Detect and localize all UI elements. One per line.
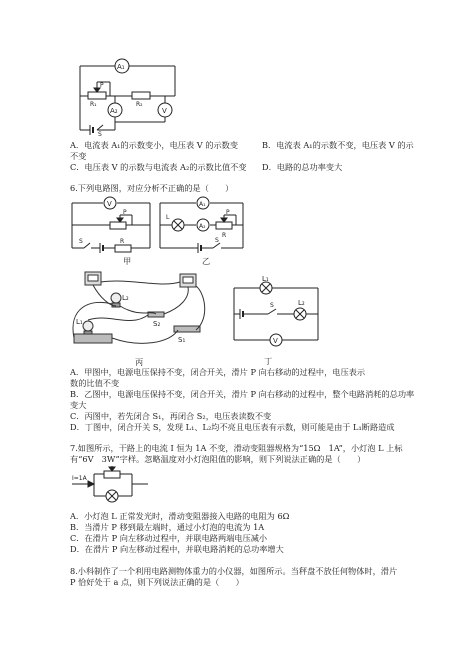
q6-ding-lamp-l1: L₁ <box>262 276 269 283</box>
q5-option-c[interactable]: C．电压表 V 的示数与电流表 A₂的示数比值不变 <box>70 162 247 172</box>
q5-slider-p: P <box>100 82 104 89</box>
q6-yi-resistor: R <box>222 232 227 239</box>
q6-bing-lamp-l1: L₁ <box>76 318 83 326</box>
q6-yi-lamp: L <box>166 214 170 221</box>
q6-option-b-line1[interactable]: B．乙图中，电源电压保持不变，闭合开关，滑片 P 向右移动的过程中，整个电路消耗的总功率 <box>70 389 415 399</box>
q6-ding-lamp-l2: L₂ <box>298 299 305 307</box>
q5-resistor-r2: R₂ <box>136 101 143 108</box>
q7-option-c[interactable]: C．在滑片 P 向左移动过程中，并联电路两端电压减小 <box>70 533 268 543</box>
q8-stem-line2: P 恰好处于 a 点，则下列说法正确的是（ ） <box>70 577 244 587</box>
q8-stem-line1: 8.小科制作了一个利用电路测物体重力的小仪器，如图所示。当秤盘不放任何物体时，滑片 <box>70 566 398 576</box>
q7-option-b[interactable]: B．当滑片 P 移到最左端时，通过小灯泡的电流为 1A <box>70 522 265 532</box>
q6-ding-switch: S <box>270 302 274 309</box>
q6-option-c[interactable]: C．丙图中，若先闭合 S₁，再闭合 S₂，电压表读数不变 <box>70 411 272 421</box>
q6-bing-switch-s2: S₂ <box>153 320 161 328</box>
q6-yi-switch: S <box>215 237 219 244</box>
q6-option-a-line1[interactable]: A．甲图中，电源电压保持不变，闭合开关，滑片 P 向右移动的过程中，电压表示 <box>70 367 366 377</box>
q6-circuit-jia <box>70 193 155 255</box>
q6-bing-lamp-l2: L₂ <box>122 294 129 302</box>
q5-option-d[interactable]: D．电路的总功率变大 <box>262 162 343 172</box>
q5-ammeter-a1: A₁ <box>117 63 125 71</box>
q7-option-d[interactable]: D．在滑片 P 向左移动过程中，并联电路消耗的总功率增大 <box>70 544 284 554</box>
q5-voltmeter-v: V <box>162 107 167 115</box>
q6-yi-slider: P <box>226 209 230 216</box>
q6-ding-voltmeter: V <box>273 337 278 345</box>
q6-jia-switch: S <box>79 238 83 245</box>
q5-option-a-line2: 不变 <box>70 151 87 161</box>
q5-option-a-line1[interactable]: A．电流表 A₁的示数变小，电压表 V 的示数变 <box>70 140 239 150</box>
q7-circuit-diagram <box>70 466 150 506</box>
q5-option-b-line1[interactable]: B．电流表 A₁的示数不变，电压表 V 的示 <box>262 140 414 150</box>
q6-jia-resistor: R <box>120 238 125 245</box>
q6-stem: 6.下列电路图，对应分析不正确的是（ ） <box>70 183 234 193</box>
q7-stem-line1: 7.如图所示，干路上的电流 I 恒为 1A 不变，滑动变阻器规格为“15Ω 1A”，小灯泡 L 上标 <box>70 443 403 453</box>
q5-switch-s: S <box>98 131 102 136</box>
q6-jia-voltmeter: V <box>107 200 112 208</box>
q5-resistor-r1: R₁ <box>90 101 97 108</box>
q6-label-bing: 丙 <box>135 357 144 367</box>
q7-current-label: I=1A <box>72 475 87 482</box>
q6-label-jia: 甲 <box>123 256 132 266</box>
q7-stem-line2: 有“6V 3W”字样。忽略温度对小灯泡阻值的影响，则下列说法正确的是（ ） <box>70 454 366 464</box>
q6-label-yi: 乙 <box>202 256 211 266</box>
q7-option-a[interactable]: A．小灯泡 L 正常发光时，滑动变阻器接入电路的电阻为 6Ω <box>70 511 290 521</box>
q6-circuit-yi <box>158 193 248 255</box>
q5-circuit-diagram <box>70 52 200 136</box>
q6-circuit-ding <box>230 276 325 354</box>
q6-label-ding: 丁 <box>264 356 273 366</box>
q6-yi-ammeter-a2: A₂ <box>199 223 206 230</box>
q6-option-b-line2: 变大 <box>70 400 87 410</box>
q6-option-a-line2: 数的比值不变 <box>70 378 120 388</box>
q6-option-d[interactable]: D．丁图中，闭合开关 S，发现 L₁、L₂均不亮且电压表有示数，则可能是由于 L₁断路造成 <box>70 422 395 432</box>
q6-bing-switch-s1: S₁ <box>178 336 186 344</box>
q6-apparatus-bing <box>70 268 215 356</box>
q6-yi-ammeter-a1: A₁ <box>199 201 206 208</box>
q5-ammeter-a2: A₂ <box>110 107 118 115</box>
q6-jia-slider: P <box>123 209 127 216</box>
